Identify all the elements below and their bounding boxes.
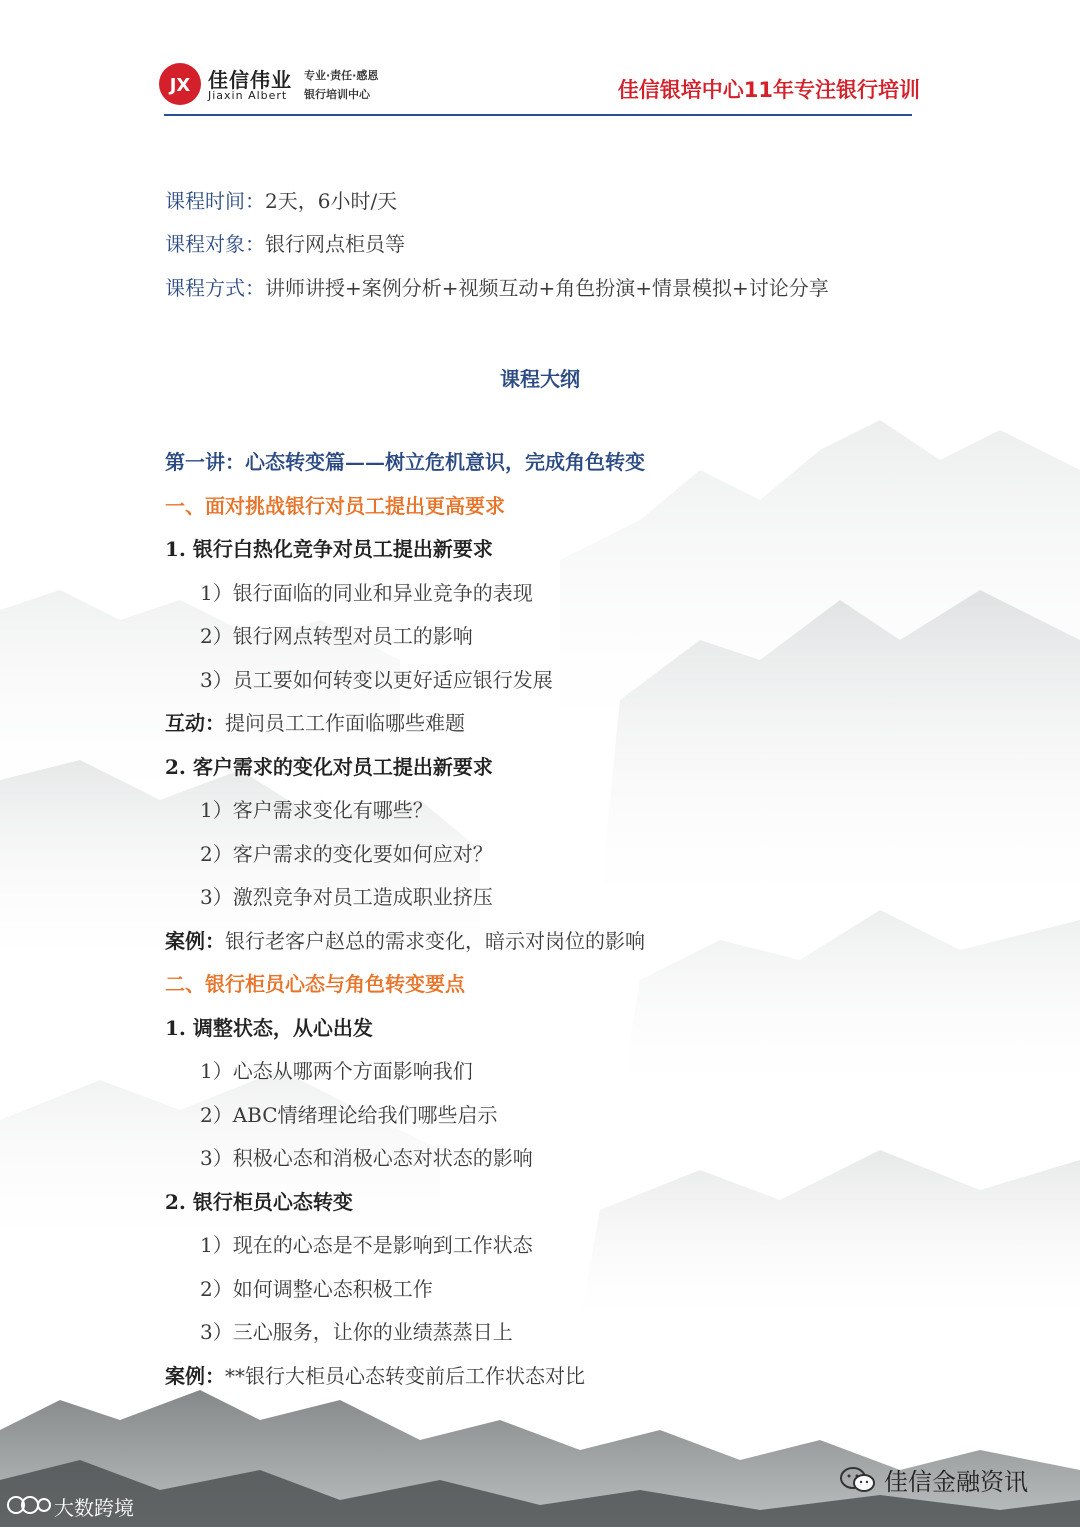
- logo-chinese-name: 佳信伟业: [208, 68, 292, 92]
- jx-logo-icon: [158, 62, 202, 106]
- section-heading: 一、面对挑战银行对员工提出更高要求: [165, 494, 505, 518]
- note-text: 银行老客户赵总的需求变化，暗示对岗位的影响: [225, 929, 645, 953]
- note-label: 案例：: [165, 929, 225, 953]
- point-heading: 1. 银行白热化竞争对员工提出新要求: [165, 537, 493, 561]
- point-heading: 2. 客户需求的变化对员工提出新要求: [165, 755, 493, 779]
- logo-center-name: 银行培训中心: [304, 88, 370, 101]
- lecture-heading: 第一讲：心态转变篇——树立危机意识，完成角色转变: [165, 450, 645, 474]
- list-item: 2）ABC情绪理论给我们哪些启示: [200, 1103, 498, 1127]
- list-item: 2）银行网点转型对员工的影响: [200, 624, 473, 648]
- header-slogan: 佳信银培中心11年专注银行培训: [617, 78, 920, 102]
- list-item: 2）客户需求的变化要如何应对？: [200, 842, 493, 866]
- info-value: 2天，6小时/天: [265, 189, 398, 213]
- list-item: 3）三心服务，让你的业绩蒸蒸日上: [200, 1320, 513, 1344]
- list-item: 2）如何调整心态积极工作: [200, 1277, 433, 1301]
- list-item: 1）客户需求变化有哪些？: [200, 798, 433, 822]
- logo-english-name: Jiaxin Albert: [208, 89, 288, 102]
- info-method: [165, 275, 829, 301]
- case-note: [165, 928, 645, 954]
- list-item: 1）现在的心态是不是影响到工作状态: [200, 1233, 533, 1257]
- logo-motto: 专业·责任·感恩: [304, 69, 379, 82]
- info-label: 课程对象：: [165, 232, 265, 256]
- list-item: 3）激烈竞争对员工造成职业挤压: [200, 885, 493, 909]
- info-label: 课程时间：: [165, 189, 265, 213]
- info-duration: [165, 188, 397, 214]
- interaction-note: [165, 710, 465, 736]
- case-note: [165, 1363, 585, 1389]
- wechat-icon: [838, 1466, 878, 1494]
- note-text: **银行大柜员心态转变前后工作状态对比: [225, 1364, 585, 1388]
- list-item: 1）银行面临的同业和异业竞争的表现: [200, 581, 533, 605]
- watermark-text: 佳信金融资讯: [884, 1468, 1028, 1496]
- watermark-text: 大数跨境: [54, 1496, 134, 1520]
- list-item: 3）员工要如何转变以更好适应银行发展: [200, 668, 553, 692]
- outline-title: 课程大纲: [500, 367, 580, 391]
- info-value: 银行网点柜员等: [265, 232, 405, 256]
- section-heading: 二、银行柜员心态与角色转变要点: [165, 972, 465, 996]
- logo-mark-text: JX: [169, 75, 191, 96]
- note-label: 互动：: [165, 711, 225, 735]
- info-value: 讲师讲授+案例分析+视频互动+角色扮演+情景模拟+讨论分享: [265, 276, 829, 300]
- note-label: 案例：: [165, 1364, 225, 1388]
- info-label: 课程方式：: [165, 276, 265, 300]
- list-item: 3）积极心态和消极心态对状态的影响: [200, 1146, 533, 1170]
- point-heading: 2. 银行柜员心态转变: [165, 1190, 353, 1214]
- note-text: 提问员工工作面临哪些难题: [225, 711, 465, 735]
- point-heading: 1. 调整状态，从心出发: [165, 1016, 373, 1040]
- header-divider: [164, 114, 912, 116]
- source-logo-icon: [6, 1492, 52, 1518]
- info-audience: [165, 231, 405, 257]
- list-item: 1）心态从哪两个方面影响我们: [200, 1059, 473, 1083]
